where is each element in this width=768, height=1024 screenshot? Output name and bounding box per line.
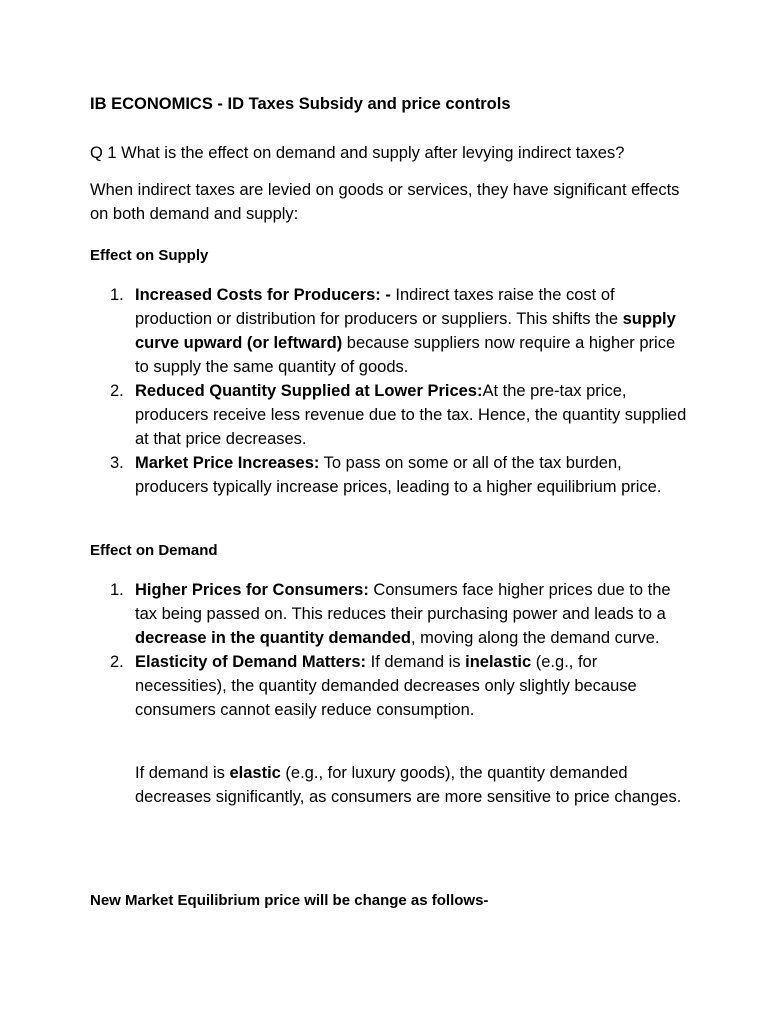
paragraph-text: If demand is (135, 764, 230, 782)
supply-effects-list (90, 283, 690, 499)
item-text: Indirect taxes raise the cost of production or distribution for producers or suppliers. This shifts the (135, 286, 623, 328)
supply-section-heading: Effect on Supply (90, 247, 209, 264)
demand-effects-list (90, 578, 690, 722)
document-title: IB ECONOMICS - ID Taxes Subsidy and price controls (90, 95, 511, 113)
list-item (90, 283, 690, 379)
elastic-demand-paragraph (135, 761, 690, 809)
list-number: 1. (110, 581, 124, 599)
list-item (90, 578, 690, 650)
list-number: 3. (110, 454, 124, 472)
item-bold-lead: Reduced Quantity Supplied at Lower Prices: (135, 382, 483, 400)
item-text: because suppliers now require a higher price to supply the same quantity of goods. (135, 334, 676, 376)
item-text: At the pre-tax price, producers receive less revenue due to the tax. Hence, the quantity supplied at that price decreases. (135, 382, 687, 448)
item-bold-lead: Higher Prices for Consumers: (135, 581, 369, 599)
list-item (90, 650, 690, 722)
item-text: Consumers face higher prices due to the tax being passed on. This reduces their purchasing power and leads to a (135, 581, 671, 623)
item-bold-lead: Market Price Increases: (135, 454, 320, 472)
paragraph-text: (e.g., for luxury goods), the quantity demanded decreases significantly, as consumers are more sensitive to price changes. (135, 764, 682, 806)
item-bold-emphasis: decrease in the quantity demanded (135, 629, 411, 647)
question-text: Q 1 What is the effect on demand and supply after levying indirect taxes? (90, 144, 625, 162)
item-text: If demand is (366, 653, 466, 671)
list-number: 2. (110, 382, 124, 400)
paragraph-bold-emphasis: elastic (229, 764, 281, 782)
demand-section-heading: Effect on Demand (90, 542, 218, 559)
list-item (90, 451, 690, 499)
list-number: 2. (110, 653, 124, 671)
equilibrium-heading: New Market Equilibrium price will be change as follows- (90, 892, 489, 909)
item-bold-emphasis: inelastic (465, 653, 532, 671)
item-bold-lead: Elasticity of Demand Matters: (135, 653, 367, 671)
item-text: To pass on some or all of the tax burden, producers typically increase prices, leading to a higher equilibrium price. (135, 454, 662, 496)
item-bold-emphasis: supply curve upward (or leftward) (135, 310, 676, 352)
item-text: , moving along the demand curve. (411, 629, 660, 647)
item-bold-lead: Increased Costs for Producers: - (135, 286, 391, 304)
item-text: (e.g., for necessities), the quantity demanded decreases only slightly because consumers cannot easily reduce consumption. (135, 653, 637, 719)
list-number: 1. (110, 286, 124, 304)
intro-paragraph: When indirect taxes are levied on goods or services, they have significant effects on both demand and supply: (90, 181, 680, 223)
list-item (90, 379, 690, 451)
